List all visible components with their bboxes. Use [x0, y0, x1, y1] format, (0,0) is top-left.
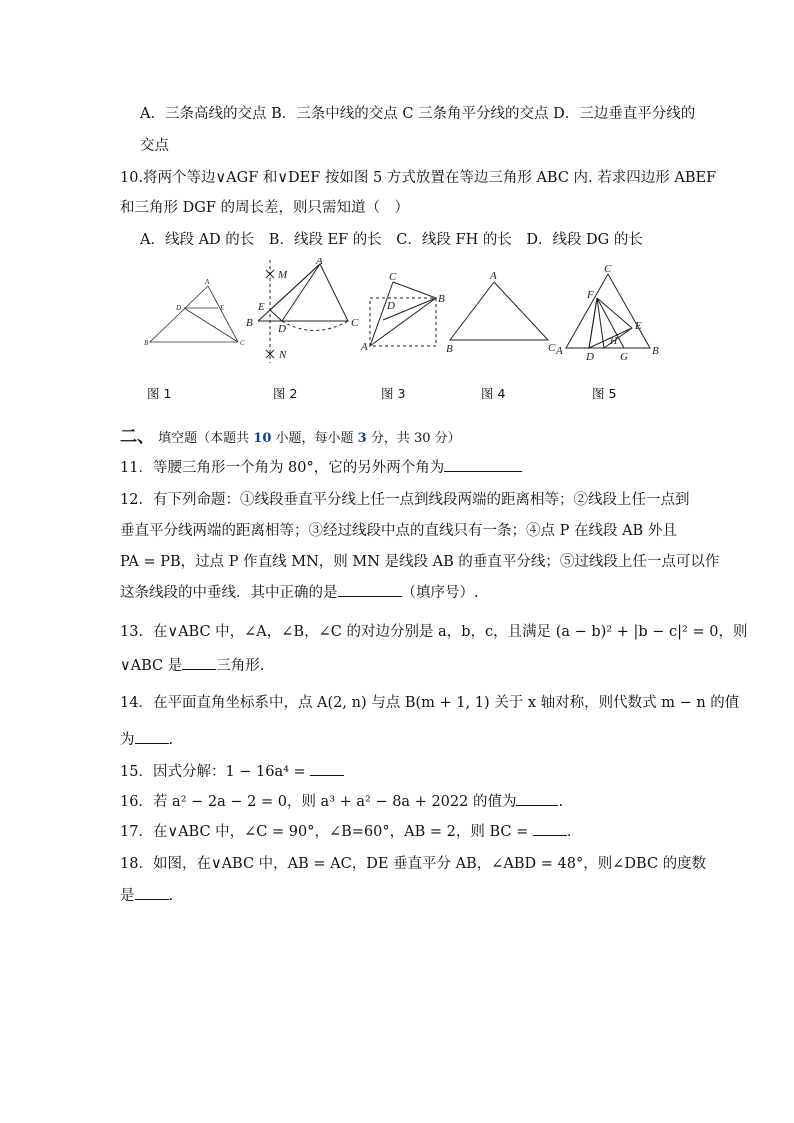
q11-text: 11．等腰三角形一个角为 80°，它的另外两个角为 [120, 460, 445, 476]
q12-answer-blank[interactable] [338, 582, 402, 597]
section-number: 二、 [120, 427, 154, 447]
fig4-label-b: B [446, 343, 453, 355]
q11-line [120, 456, 522, 477]
q17-text: 17．在∨ABC 中，∠C = 90°，∠B=60°，AB = 2，则 BC = [120, 824, 529, 840]
q10-options: A．线段 AD 的长 B．线段 EF 的长 C．线段 FH 的长 D．线段 DG 的长 [140, 232, 643, 248]
q18-answer-blank[interactable] [135, 885, 169, 900]
fig5-label-b: B [652, 345, 659, 357]
q14-answer-blank[interactable] [135, 729, 169, 744]
q16-suffix: . [558, 794, 564, 810]
fig2-label-a: A [316, 258, 323, 267]
q11-answer-blank[interactable] [444, 457, 522, 472]
fig5-label-e: E [635, 320, 642, 332]
fig2-label-e: E [258, 301, 265, 313]
q13-text: ∨ABC 是 [120, 658, 183, 674]
fig1-label-b: B [144, 339, 149, 347]
q13-suffix: 三角形. [216, 658, 265, 674]
q17-line [120, 820, 571, 841]
fig1-label-e: E [220, 304, 225, 312]
fig1-label-d: D [176, 304, 182, 312]
fig2-label-d: D [278, 323, 286, 335]
q15-answer-blank[interactable] [310, 761, 344, 776]
figure-3 [360, 271, 445, 353]
q12-line2: 垂直平分线两端的距离相等；③经过线段中点的直线只有一条；④点 P 在线段 AB 外且 [120, 523, 677, 539]
fig5-label-h: H [610, 336, 618, 347]
caption-fig5: 图 5 [592, 386, 617, 401]
fig1-label-c: C [240, 339, 245, 347]
q13-line1: 13．在∨ABC 中，∠A，∠B，∠C 的对边分别是 a，b，c，且满足 (a − b)² + |b − c|² = 0，则 [120, 624, 748, 640]
fig5-label-a: A [556, 345, 563, 357]
caption-fig2: 图 2 [273, 386, 298, 401]
caption-fig1: 图 1 [147, 386, 172, 401]
fig5-label-c: C [604, 263, 612, 275]
q16-line [120, 790, 563, 811]
q10-line1: 10.将两个等边∨AGF 和∨DEF 按如图 5 方式放置在等边三角形 ABC 内. 若求四边形 ABEF [120, 170, 717, 186]
q14-line1: 14．在平面直角坐标系中，点 A(2, n) 与点 B(m + 1, 1) 关于 x 轴对称，则代数式 m − n 的值 [120, 695, 740, 711]
section-title-pre: 填空题（本题共 [158, 431, 254, 446]
q15-line [120, 760, 344, 781]
fig2-label-c: C [351, 317, 359, 329]
fig5-label-g: G [620, 351, 628, 363]
q12-line4 [120, 581, 479, 602]
q18-line2 [120, 884, 173, 905]
fig2-label-b: B [246, 317, 253, 329]
q17-answer-blank[interactable] [533, 821, 567, 836]
q9-options-line1: A．三条高线的交点 B．三条中线的交点 C 三条角平分线的交点 D．三边垂直平分线的 [140, 106, 696, 122]
section-points: 3 [357, 431, 367, 446]
figure-2 [246, 258, 359, 363]
fig5-label-d: D [586, 351, 594, 363]
fig3-label-c: C [389, 271, 397, 283]
figure-5 [555, 263, 659, 363]
q14-text: 为 [120, 732, 135, 748]
q10-line2: 和三角形 DGF 的周长差，则只需知道（ ） [120, 200, 409, 216]
fig2-label-n: N [279, 349, 287, 361]
fig4-label-c: C [548, 342, 556, 354]
caption-fig4: 图 4 [481, 386, 506, 401]
section-count: 10 [253, 431, 272, 446]
fig3-label-b: B [438, 293, 445, 305]
fig3-label-a: A [361, 341, 368, 353]
q12-line3: PA = PB，过点 P 作直线 MN，则 MN 是线段 AB 的垂直平分线；⑤过线段上任一点可以作 [120, 554, 720, 570]
q12-suffix: （填序号）. [401, 585, 479, 601]
figures-row [138, 258, 678, 368]
q13-answer-blank[interactable] [182, 655, 216, 670]
section-title-mid: 小题，每小题 [271, 431, 358, 446]
fig1-label-a: A [205, 278, 210, 286]
section-heading [120, 422, 461, 447]
q12-text: 这条线段的中垂线．其中正确的是 [120, 585, 338, 601]
fig3-label-d: D [387, 300, 395, 312]
q14-line2 [120, 728, 173, 749]
fig5-label-f: F [587, 289, 594, 301]
q16-answer-blank[interactable] [516, 791, 558, 806]
figure-4 [446, 270, 556, 355]
q18-suffix: . [168, 888, 174, 904]
figure-1 [144, 278, 245, 347]
q12-line1: 12．有下列命题：①线段垂直平分线上任一点到线段两端的距离相等；②线段上任一点到 [120, 492, 690, 508]
caption-fig3: 图 3 [381, 386, 406, 401]
fig2-label-m: M [278, 269, 288, 281]
q14-suffix: . [168, 732, 174, 748]
q17-suffix: . [566, 824, 572, 840]
q13-line2 [120, 654, 264, 675]
q18-line1: 18．如图，在∨ABC 中，AB = AC，DE 垂直平分 AB，∠ABD = 48°，则∠DBC 的度数 [120, 856, 707, 872]
q16-text: 16．若 a² − 2a − 2 = 0，则 a³ + a² − 8a + 2022 的值为 [120, 794, 517, 810]
q9-options-line2: 交点 [140, 138, 169, 154]
q15-text: 15．因式分解：1 − 16a⁴ = [120, 764, 306, 780]
section-title-post: 分，共 30 分） [366, 431, 461, 446]
fig4-label-a: A [490, 270, 497, 282]
q18-text: 是 [120, 888, 135, 904]
